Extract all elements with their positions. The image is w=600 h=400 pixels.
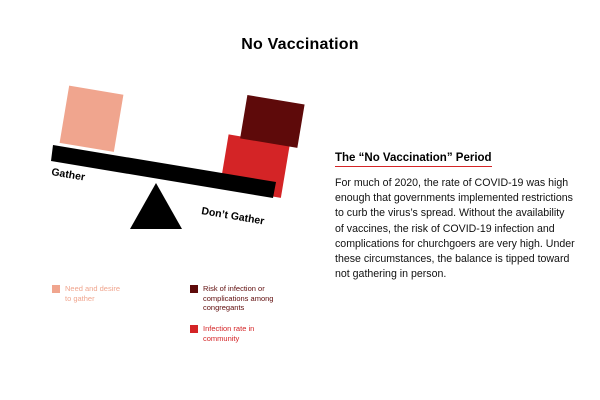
- gather-label: Gather: [50, 166, 86, 184]
- legend-infection-swatch: [190, 325, 198, 333]
- legend-need: [52, 284, 123, 303]
- legend-risk-swatch: [190, 285, 198, 293]
- legend-risk: [190, 284, 283, 313]
- need-block: [60, 86, 124, 152]
- scale-fulcrum: [130, 183, 182, 229]
- dont-gather-label: Don’t Gather: [200, 205, 266, 228]
- legend-need-swatch: [52, 285, 60, 293]
- sidebar-body: For much of 2020, the rate of COVID-19 was high enough that governments implemented restrictions to curb the virus’s spread. Without the availability of vaccines, the risk of COVID-19 infection and complications for churchgoers are very high. Under these circumstances, the balance is tipped toward not gathering in person.: [335, 177, 575, 281]
- legend-infection-label: Infection rate in community: [203, 324, 255, 343]
- legend-risk-label: Risk of infection or complications among congregants: [203, 284, 274, 312]
- legend-need-label: Need and desire to gather: [65, 284, 121, 303]
- page-title: No Vaccination: [241, 36, 359, 53]
- legend-infection: [190, 324, 259, 343]
- sidebar-heading: The “No Vaccination” Period: [335, 152, 492, 167]
